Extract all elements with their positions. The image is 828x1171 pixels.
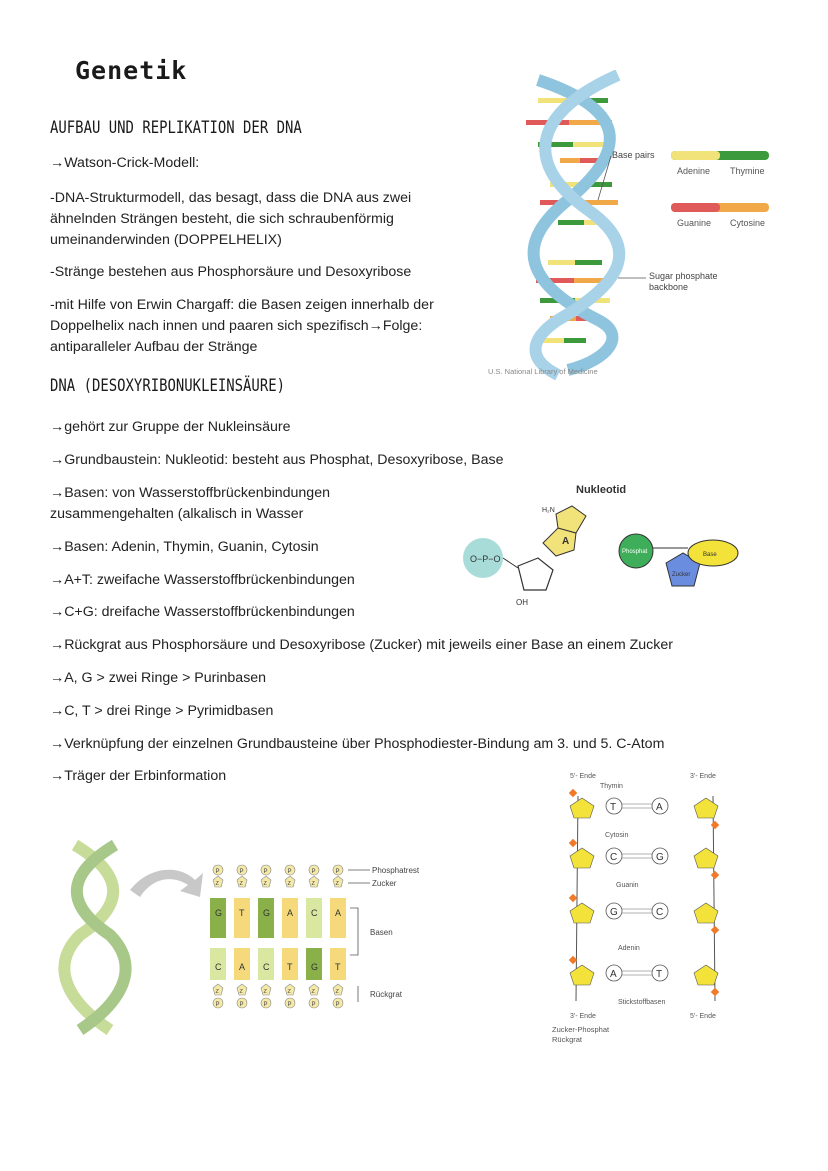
left-phosphate-icon — [569, 789, 577, 797]
left-sugar-icon — [570, 965, 594, 985]
sugar-letter: Z — [311, 989, 315, 995]
top-base-block — [258, 898, 274, 938]
phosphat-label: Phosphat — [622, 549, 648, 555]
text-line: →Grundbaustein: Nukleotid: besteht aus Phosphat, Desoxyribose, Base — [50, 452, 504, 468]
left-sugar-icon — [570, 903, 594, 923]
left-base-letter: G — [610, 907, 618, 918]
text-line: →C+G: dreifache Wasserstoffbrückenbindungen — [50, 604, 355, 620]
sugar-letter: Z — [239, 989, 243, 995]
strand-figure — [198, 860, 448, 1010]
sugar-letter: Z — [287, 881, 291, 887]
bottom-base-letter: C — [215, 962, 222, 972]
left-phosphate-icon — [569, 839, 577, 847]
right-phosphate-icon — [711, 871, 719, 879]
right-base-letter: T — [656, 969, 663, 980]
sugar-letter: Z — [335, 881, 339, 887]
five-end-top: 5'- Ende — [570, 773, 596, 780]
right-sugar-icon — [694, 848, 718, 868]
dna-helix-figure — [478, 70, 788, 380]
text-line: →Basen: von Wasserstoffbrückenbindungen — [50, 485, 330, 501]
phosphate-letter: P — [311, 869, 316, 875]
text-line: →A, G > zwei Ringe > Purinbasen — [50, 670, 267, 686]
bottom-base-letter: G — [311, 962, 319, 972]
top-base-letter: G — [263, 908, 271, 918]
svg-text:O−P−O: O−P−O — [470, 554, 501, 564]
rueckgrat-label: Rückgrat — [370, 990, 403, 999]
right-phosphate-icon — [711, 988, 719, 996]
phosphate-letter: P — [287, 869, 292, 875]
cytosine-label: Cytosine — [730, 218, 766, 228]
basen-label: Basen — [370, 928, 393, 937]
right-phosphate-icon — [711, 926, 719, 934]
nucleotide-title: Nukleotid — [576, 484, 627, 496]
nh2-label: H₂N — [542, 507, 555, 514]
top-base-letter: A — [287, 908, 294, 918]
sugar-letter: Z — [215, 989, 219, 995]
phosphatrest-label: Phosphatrest — [372, 866, 420, 875]
phosphate-letter: P — [239, 1002, 244, 1008]
sugar-letter: Z — [263, 989, 267, 995]
sugar-letter: Z — [335, 989, 339, 995]
bottom-base-letter: T — [287, 962, 293, 972]
small-helix-figure — [55, 835, 205, 1045]
section2-heading: DNA (DESOXYRIBONUKLEINSÄURE) — [50, 376, 285, 396]
text-line: ähnelnden Strängen besteht, die sich schraubenförmig — [50, 211, 394, 227]
top-base-letter: T — [239, 908, 245, 918]
arrow-icon — [130, 870, 203, 897]
base-ring-icon — [543, 528, 576, 556]
bottom-base-letter: C — [263, 962, 270, 972]
top-base-letter: A — [335, 908, 342, 918]
phosphate-letter: P — [335, 1002, 340, 1008]
top-base-letter: C — [311, 908, 318, 918]
text-line: antiparalleler Aufbau der Stränge — [50, 339, 258, 355]
phosphate-letter: P — [215, 1002, 220, 1008]
base-pairs-label: Base pairs — [612, 150, 655, 160]
bottom-base-letter: A — [239, 962, 246, 972]
right-sugar-icon — [694, 798, 718, 818]
sugar-letter: Z — [311, 881, 315, 887]
backbone-label-1: Zucker-Phosphat — [552, 1025, 610, 1034]
text-line: zusammengehalten (alkalisch in Wasser — [50, 506, 304, 522]
bottom-base-letter: T — [335, 962, 341, 972]
left-base-letter: C — [610, 852, 618, 863]
sugar-letter: Z — [215, 881, 219, 887]
text-line: -Stränge bestehen aus Phosphorsäure und Desoxyribose — [50, 264, 412, 280]
text-line: →gehört zur Gruppe der Nukleinsäure — [50, 419, 291, 435]
base-pairs-figure — [548, 766, 738, 1051]
backbone-label-2: backbone — [649, 282, 689, 292]
five-end-bottom: 5'- Ende — [690, 1013, 716, 1020]
left-sugar-icon — [570, 848, 594, 868]
top-base-block — [210, 898, 226, 938]
backbone-label-2: Rückgrat — [552, 1035, 583, 1044]
phosphate-letter: P — [215, 869, 220, 875]
phosphate-letter: P — [263, 1002, 268, 1008]
section1-heading: AUFBAU UND REPLIKATION DER DNA — [50, 118, 302, 138]
text-line: →Verknüpfung der einzelnen Grundbausteine über Phosphodiester-Bindung am 3. und 5. C-Atom — [50, 736, 665, 752]
backbone-label: Sugar phosphate — [649, 271, 718, 281]
top-base-block — [306, 898, 322, 938]
text-line: umeinanderwinden (DOPPELHELIX) — [50, 232, 282, 248]
strand-top-row — [210, 865, 346, 938]
right-base-letter: C — [656, 907, 664, 918]
top-base-block — [234, 898, 250, 938]
text-line: -mit Hilfe von Erwin Chargaff: die Basen zeigen innerhalb der — [50, 297, 434, 313]
guanin-label: Guanin — [616, 882, 639, 889]
right-base-letter: G — [656, 852, 664, 863]
right-base-letter: A — [656, 802, 663, 813]
phosphate-letter: P — [335, 869, 340, 875]
top-base-letter: G — [215, 908, 223, 918]
phosphate-letter: P — [263, 869, 268, 875]
three-end-top: 3'- Ende — [690, 773, 716, 780]
cytosin-label: Cytosin — [605, 832, 629, 839]
three-end-bottom: 3'- Ende — [570, 1013, 596, 1020]
thymine-label: Thymine — [730, 166, 765, 176]
top-base-block — [330, 898, 346, 938]
text-line: →Rückgrat aus Phosphorsäure und Desoxyribose (Zucker) mit jeweils einer Base an einem Zucker — [50, 637, 673, 653]
stickstoffbasen-label: Stickstoffbasen — [618, 999, 666, 1006]
pairs-group — [569, 789, 719, 996]
left-sugar-icon — [570, 798, 594, 818]
text-line: →C, T > drei Ringe > Pyrimidbasen — [50, 703, 274, 719]
left-base-letter: T — [610, 802, 617, 813]
credit-label: U.S. National Library of Medicine — [488, 367, 598, 376]
sugar-ring-icon — [518, 558, 553, 590]
text-line: →A+T: zweifache Wasserstoffbrückenbindungen — [50, 572, 355, 588]
top-base-block — [282, 898, 298, 938]
phosphate-letter: P — [287, 1002, 292, 1008]
sugar-letter: Z — [239, 881, 243, 887]
phosphate-letter: P — [239, 869, 244, 875]
text-line: →Basen: Adenin, Thymin, Guanin, Cytosin — [50, 539, 319, 555]
strand-bottom-row — [210, 948, 346, 1008]
text-line: -DNA-Strukturmodell, das besagt, dass die DNA aus zwei — [50, 190, 412, 206]
adenin-label: Adenin — [618, 945, 640, 952]
right-phosphate-icon — [711, 821, 719, 829]
zucker-label: Zucker — [672, 572, 691, 578]
base-letter: A — [562, 536, 570, 547]
text-line: →Watson-Crick-Modell: — [50, 155, 200, 171]
left-phosphate-icon — [569, 894, 577, 902]
adenine-label: Adenine — [677, 166, 711, 176]
sugar-letter: Z — [287, 989, 291, 995]
zucker-label: Zucker — [372, 879, 397, 888]
oh-label: OH — [516, 598, 528, 607]
thymin-label: Thymin — [600, 783, 623, 790]
guanine-label: Guanine — [677, 218, 712, 228]
base-label: Base — [703, 552, 717, 558]
text-line: →Träger der Erbinformation — [50, 768, 227, 784]
sugar-letter: Z — [263, 881, 267, 887]
page-title: Genetik — [75, 56, 188, 85]
phosphate-letter: P — [311, 1002, 316, 1008]
nucleotide-figure — [448, 478, 778, 613]
left-base-letter: A — [610, 969, 617, 980]
text-line: Doppelhelix nach innen und paaren sich spezifisch→Folge: — [50, 318, 423, 334]
